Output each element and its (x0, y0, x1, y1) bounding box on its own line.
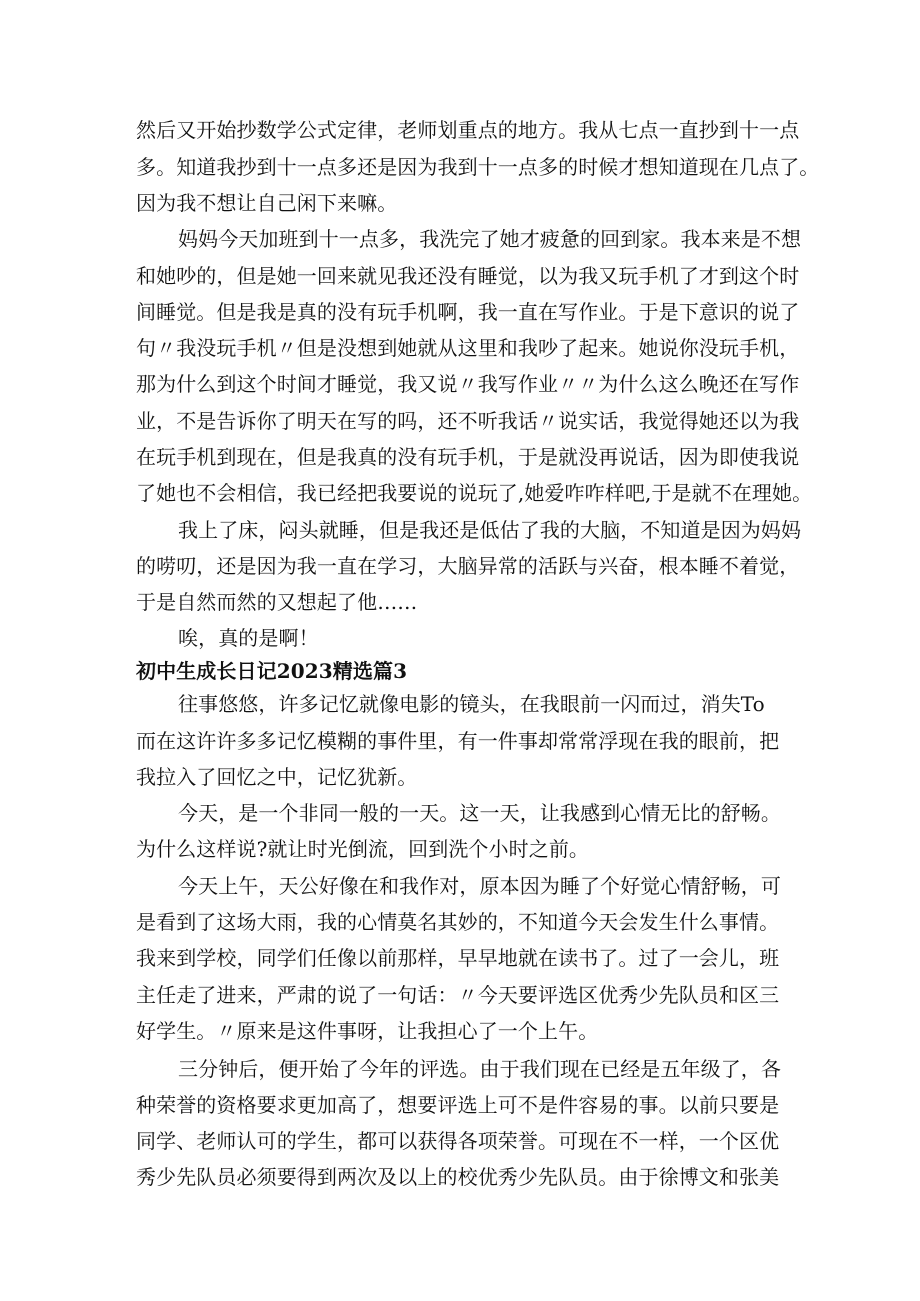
text-line: 往事悠悠，许多记忆就像电影的镜头，在我眼前一闪而过，消失To (178, 692, 765, 716)
text-line: 多。知道我抄到十一点多还是因为我到十一点多的时候才想知道现在几点了。 (136, 155, 820, 179)
text-line: 的唠叨，还是因为我一直在学习，大脑异常的活跃与兴奋，根本睡不着觉， (136, 554, 800, 578)
text-line: 我来到学校，同学们任像以前那样，早早地就在读书了。过了一会儿，班 (136, 946, 780, 970)
text-line: 同学、老师认可的学生，都可以获得各项荣誉。可现在不一样，一个区优 (136, 1129, 780, 1153)
text-line: 因为我不想让自己闲下来嘛。 (136, 191, 398, 215)
text-line: 和她吵的，但是她一回来就见我还没有睡觉，以为我又玩手机了才到这个时 (136, 264, 800, 288)
text-line: 我上了床，闷头就睡，但是我还是低估了我的大脑，不知道是因为妈妈 (178, 518, 802, 542)
text-line: 种荣誉的资格要求更加高了，想要评选上可不是件容易的事。以前只要是 (136, 1093, 780, 1117)
text-line: 秀少先队员必须要得到两次及以上的校优秀少先队员。由于徐博文和张美 (136, 1165, 780, 1189)
text-line: 了她也不会相信，我已经把我要说的说玩了,她爱咋咋样吧,于是就不在理她。 (136, 481, 813, 505)
text-line: 我拉入了回忆之中，记忆犹新。 (136, 765, 418, 789)
text-line: 为什么这样说?就让时光倒流，回到洗个小时之前。 (136, 837, 590, 861)
text-line: 业，不是告诉你了明天在写的吗，还不听我话〃说实话，我觉得她还以为我 (136, 409, 800, 433)
text-line: 而在这许许多多记忆模糊的事件里，有一件事却常常浮现在我的眼前，把 (136, 729, 780, 753)
text-line: 三分钟后，便开始了今年的评选。由于我们现在已经是五年级了，各 (178, 1057, 781, 1081)
text-line: 唉，真的是啊！ (178, 626, 319, 650)
text-line: 然后又开始抄数学公式定律，老师划重点的地方。我从七点一直抄到十一点 (136, 118, 800, 142)
text-line: 今天，是一个非同一般的一天。这一天，让我感到心情无比的舒畅。 (178, 801, 781, 825)
text-line: 主任走了进来，严肃的说了一句话：〃今天要评选区优秀少先队员和区三 (136, 983, 780, 1007)
text-line: 妈妈今天加班到十一点多，我洗完了她才疲惫的回到家。我本来是不想 (178, 227, 802, 251)
text-line: 在玩手机到现在，但是我真的没有玩手机，于是就没再说话，因为即使我说 (136, 445, 800, 469)
text-line: 间睡觉。但是我是真的没有玩手机啊，我一直在写作业。于是下意识的说了 (136, 300, 800, 324)
text-line: 今天上午，天公好像在和我作对，原本因为睡了个好觉心情舒畅，可 (178, 874, 781, 898)
text-line: 那为什么到这个时间才睡觉，我又说〃我写作业〃〃为什么这么晚还在写作 (136, 372, 800, 396)
text-line: 是看到了这场大雨，我的心情莫名其妙的，不知道今天会发生什么事情。 (136, 910, 780, 934)
text-line: 句〃我没玩手机〃但是没想到她就从这里和我吵了起来。她说你没玩手机， (136, 336, 800, 360)
text-line: 好学生。〃原来是这件事呀，让我担心了一个上午。 (136, 1019, 599, 1043)
text-line: 于是自然而然的又想起了他…… (136, 590, 418, 614)
section-heading: 初中生成长日记2023精选篇3 (136, 659, 408, 683)
